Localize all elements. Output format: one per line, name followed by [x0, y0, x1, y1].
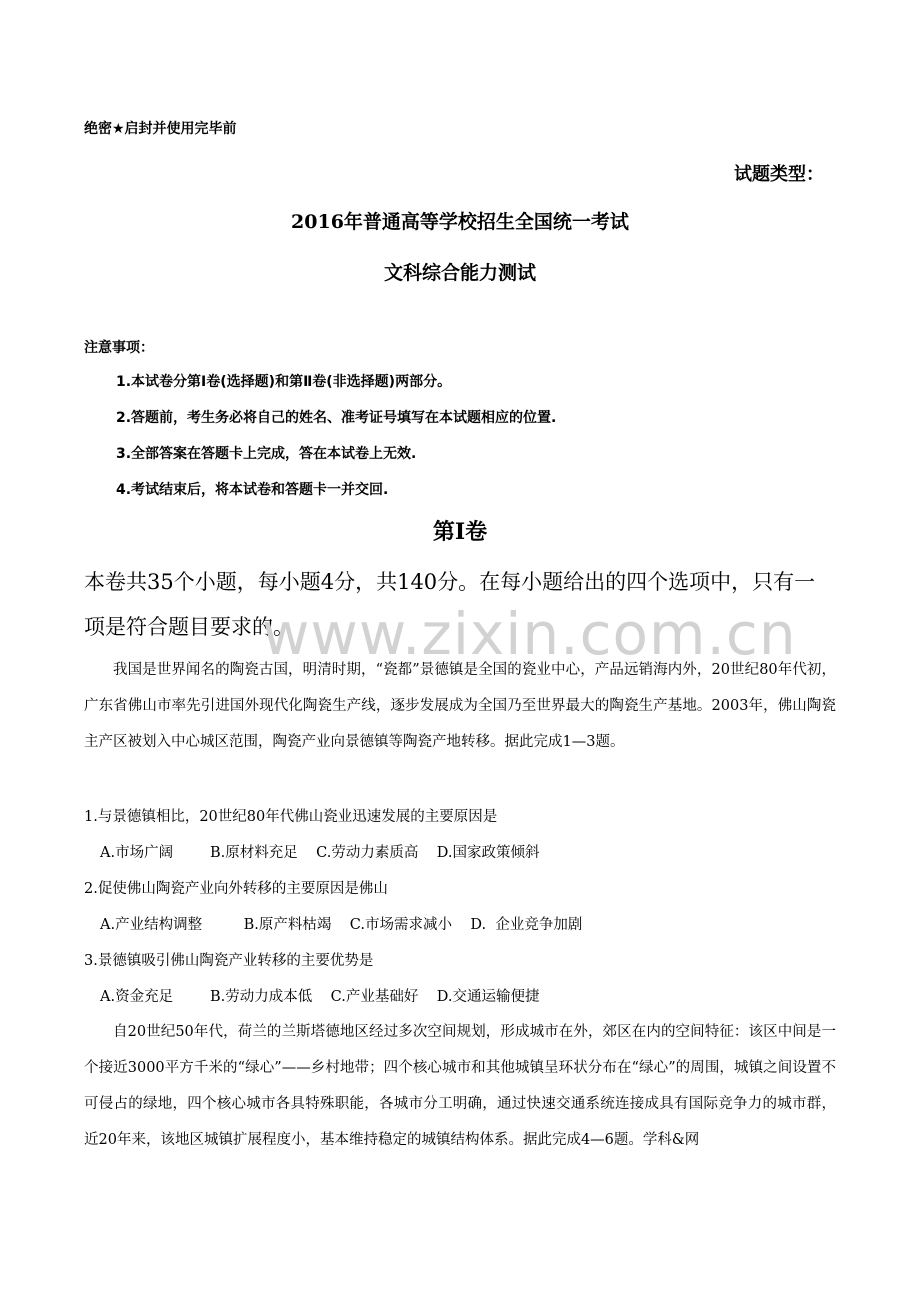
watermark: www.zixin.com.cn [262, 600, 797, 668]
volume-title: 第Ⅰ卷 [432, 519, 488, 545]
question-3-options [100, 985, 540, 1009]
option: C.产业基础好 [330, 989, 419, 1005]
note-item: 3.全部答案在答题卡上完成，答在本试卷上无效. [116, 446, 417, 462]
option: A.资金充足 [100, 989, 174, 1005]
option: B.原材料充足 [209, 845, 298, 861]
option: B.劳动力成本低 [209, 989, 313, 1005]
option: C.市场需求减小 [349, 917, 452, 933]
notes-heading: 注意事项： [84, 340, 154, 356]
question-3-stem: 3.景德镇吸引佛山陶瓷产业转移的主要优势是 [84, 953, 374, 969]
option: A.产业结构调整 [100, 917, 203, 933]
exam-title: 2016年普通高等学校招生全国统一考试 [291, 211, 629, 233]
passage-1: 我国是世界闻名的陶瓷古国，明清时期，“瓷都”景德镇是全国的瓷业中心，产品远销海内外，20世纪80年代初，广东省佛山市率先引进国外现代化陶瓷生产线，逐步发展成为全国乃至世界最大的陶瓷生产基地。2003年，佛山陶瓷主产区被划入中心城区范围，陶瓷产业向景德镇等陶瓷产地转移。据此完成1—3题。 [84, 662, 836, 750]
volume-intro: 本卷共35个小题，每小题4分，共140分。在每小题给出的四个选项中，只有一项是符合题目要求的。 [84, 570, 816, 639]
secret-label: 绝密★启封并使用完毕前 [84, 121, 237, 137]
note-item: 4.考试结束后，将本试卷和答题卡一并交回. [116, 482, 389, 498]
question-1-stem: 1.与景德镇相比，20世纪80年代佛山瓷业迅速发展的主要原因是 [84, 809, 498, 825]
notes-list [116, 370, 556, 514]
option: B.原产料枯竭 [243, 917, 332, 933]
option: C.劳动力素质高 [316, 845, 419, 861]
option: D.国家政策倾斜 [436, 845, 540, 861]
question-1-options [100, 841, 540, 865]
exam-subtitle: 文科综合能力测试 [383, 262, 536, 284]
option: D. 企业竞争加剧 [470, 917, 583, 933]
passage-2: 自20世纪50年代，荷兰的兰斯塔德地区经过多次空间规划，形成城市在外，郊区在内的空间特征：该区中间是一个接近3000平方千米的“绿心”——乡村地带；四个核心城市和其他城镇呈环状分布在“绿心”的周围，城镇之间设置不可侵占的绿地，四个核心城市各具特殊职能，各城市分工明确，通过快速交通系统连接成具有国际竞争力的城市群，近20年来，该地区城镇扩展程度小，基本维持稳定的城镇结构体系。据此完成4—6题。学科&网 [84, 1024, 836, 1148]
note-item: 2.答题前，考生务必将自己的姓名、准考证号填写在本试题相应的位置. [116, 410, 557, 426]
question-2-options [100, 913, 582, 937]
note-item: 1.本试卷分第Ⅰ卷(选择题)和第Ⅱ卷(非选择题)两部分。 [116, 374, 452, 390]
option: A.市场广阔 [100, 845, 174, 861]
question-2-stem: 2.促使佛山陶瓷产业向外转移的主要原因是佛山 [84, 881, 388, 897]
exam-type-label: 试题类型： [734, 164, 824, 185]
option: D.交通运输便捷 [436, 989, 540, 1005]
